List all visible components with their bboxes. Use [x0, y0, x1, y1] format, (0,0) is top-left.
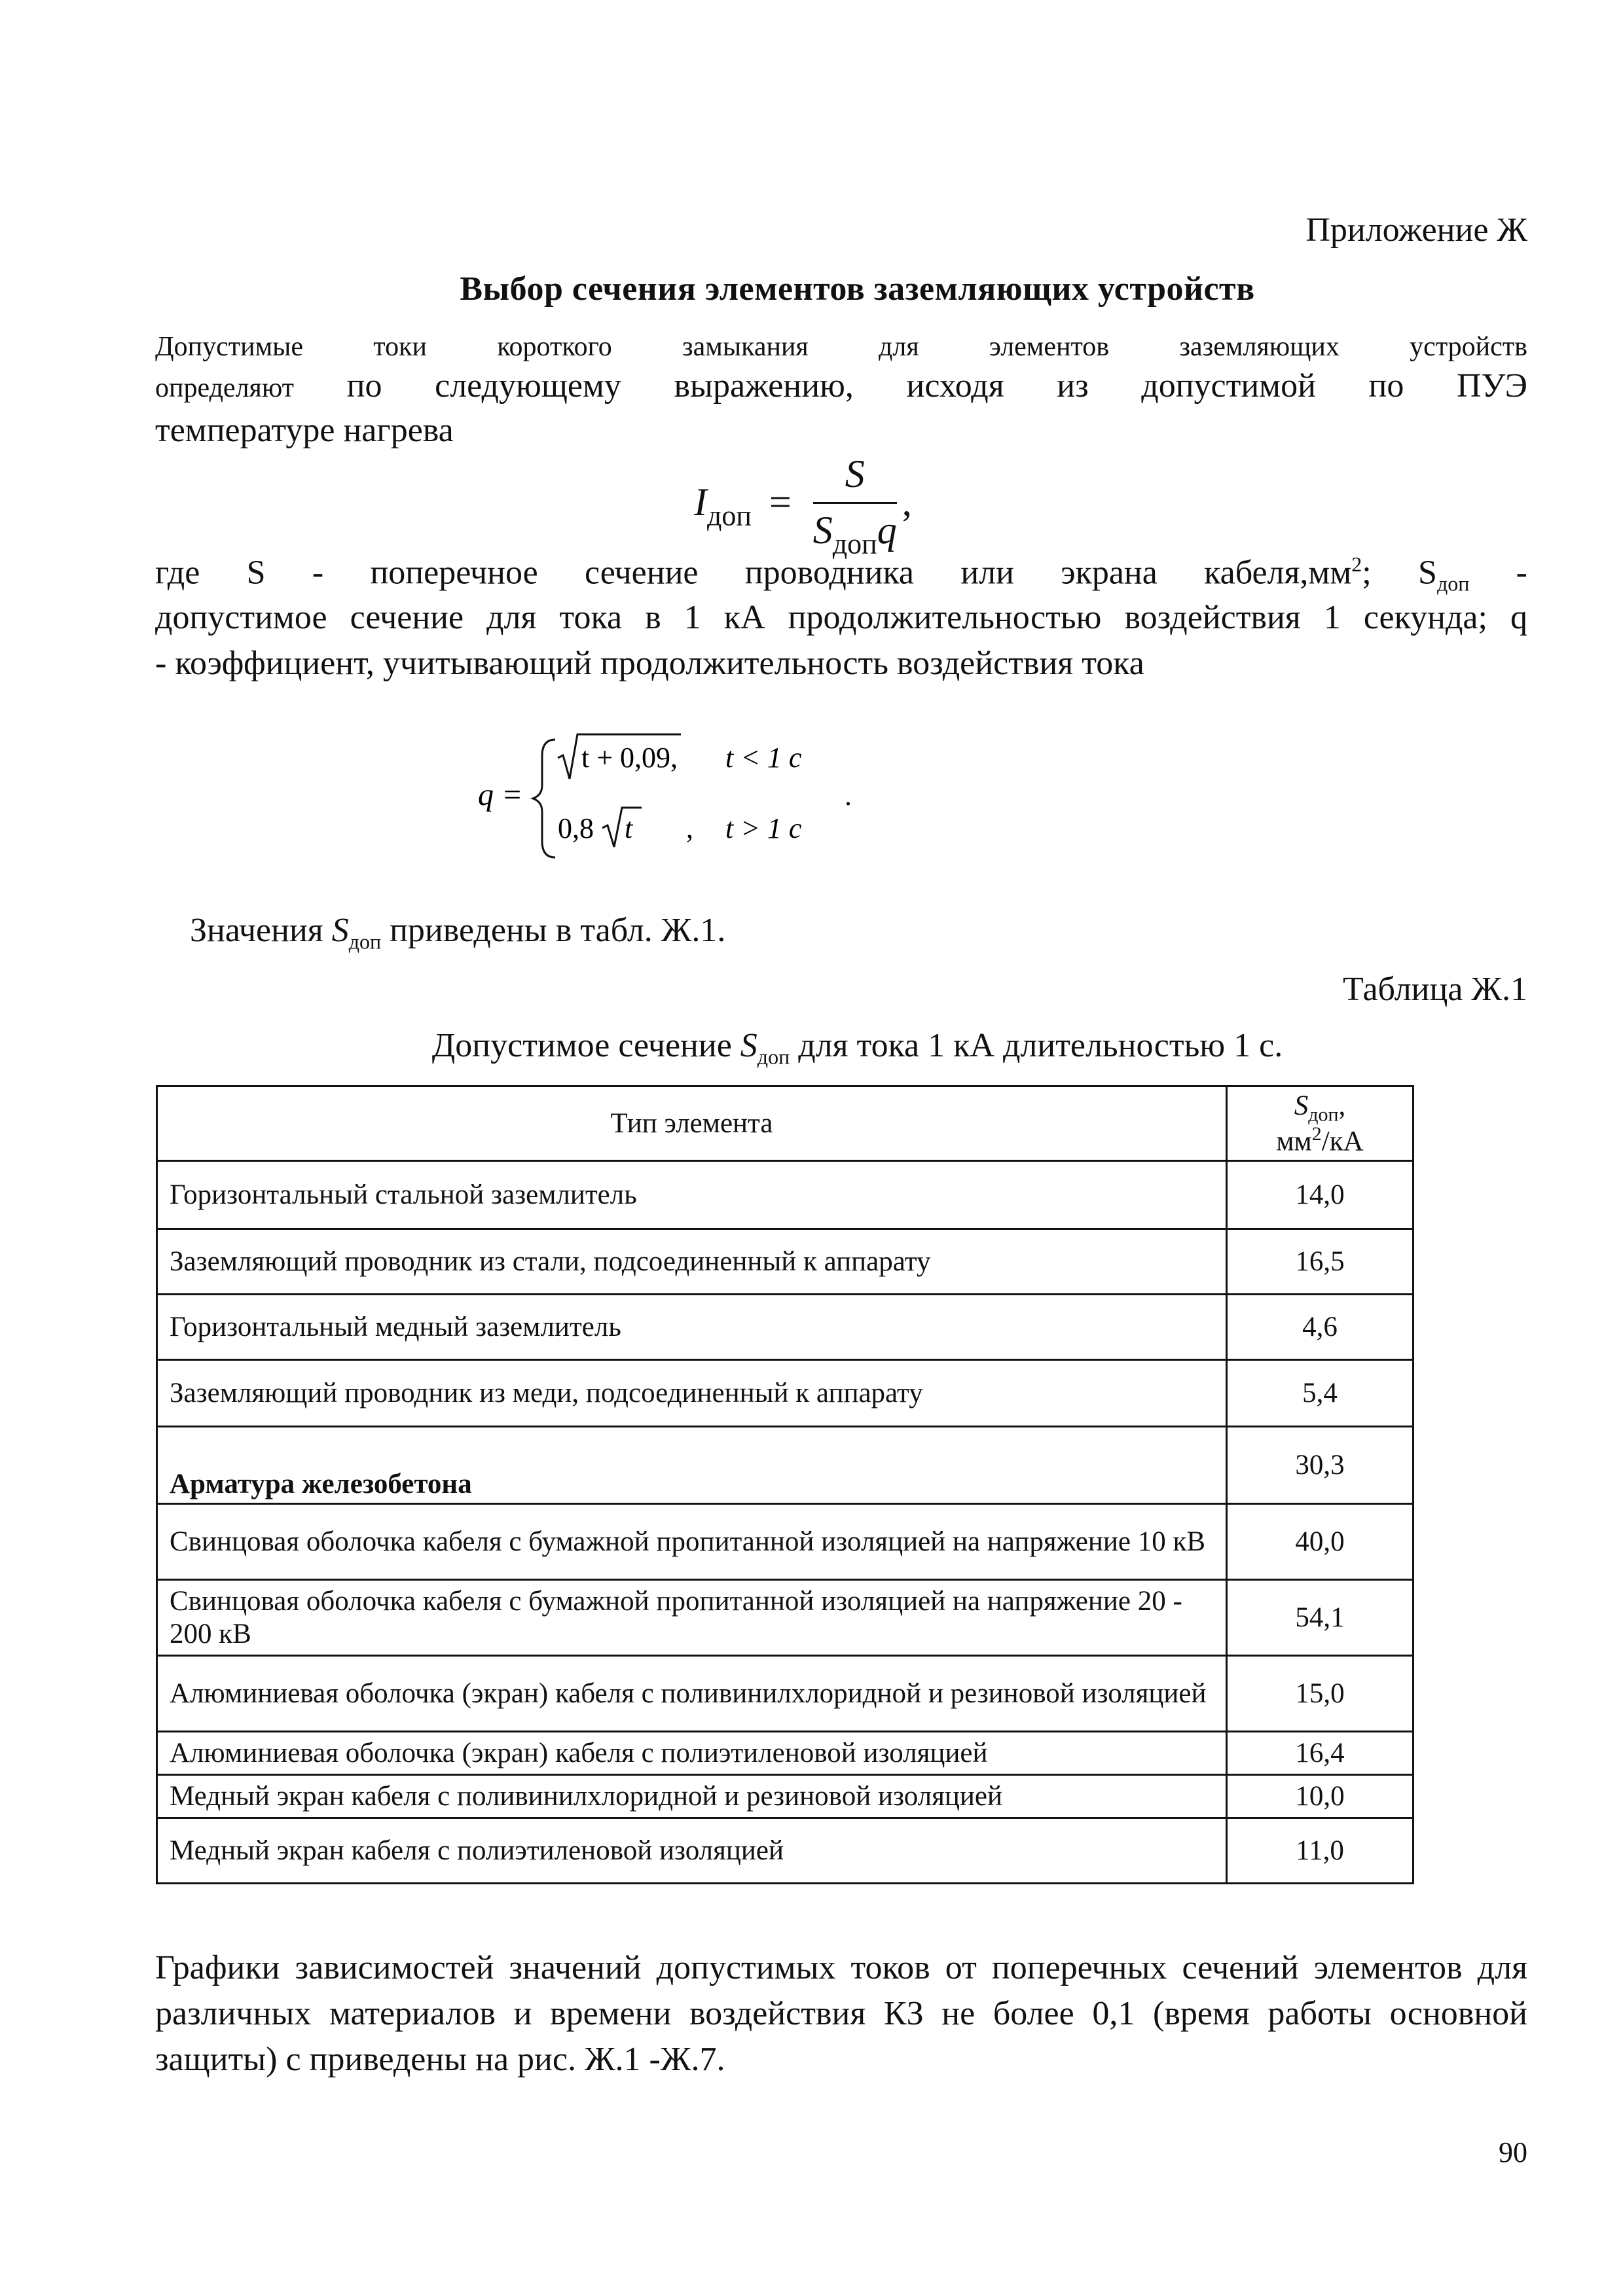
- values-sentence-b: приведены в табл. Ж.1.: [381, 912, 726, 949]
- header-value-comma: ,: [1338, 1090, 1346, 1121]
- table-row: [157, 1295, 1413, 1360]
- table-caption-sub: доп: [757, 1045, 790, 1069]
- row-element-name: Арматура железобетона: [157, 1427, 1227, 1504]
- row-value: 10,0: [1227, 1775, 1413, 1818]
- table-caption-b: для тока 1 кА длительностью 1 с.: [790, 1027, 1283, 1064]
- formula-lhs: I: [694, 480, 707, 524]
- formula-q-case1-cond: t < 1 c: [725, 742, 802, 774]
- row-value: 15,0: [1227, 1656, 1413, 1732]
- table-row: [157, 1161, 1413, 1229]
- table-row: [157, 1229, 1413, 1295]
- row-element-name: Горизонтальный медный заземлитель: [157, 1295, 1227, 1360]
- values-sentence-a: Значения: [190, 912, 332, 949]
- row-value: 5,4: [1227, 1360, 1413, 1427]
- row-element-name: Свинцовая оболочка кабеля с бумажной пропитанной изоляцией на напряжение 10 кВ: [157, 1504, 1227, 1580]
- where-line-1-sub: доп: [1436, 571, 1470, 596]
- formula-current: [694, 452, 912, 560]
- table-header-row: [157, 1086, 1413, 1161]
- table-caption: [0, 1026, 1623, 1069]
- intro-line-3: температуре нагрева: [155, 412, 454, 449]
- formula-lhs-sub: доп: [706, 499, 752, 532]
- intro-line-2-small: определяют: [155, 373, 295, 403]
- allowable-section-table: [156, 1085, 1414, 1884]
- row-value: 16,5: [1227, 1229, 1413, 1295]
- table-caption-a: Допустимое сечение: [431, 1027, 740, 1064]
- formula-fraction: [813, 452, 897, 560]
- formula-equals: =: [769, 480, 792, 524]
- intro-line-2-rest: по следующему выражению, исходя из допустимой по ПУЭ: [346, 367, 1527, 404]
- values-sentence-s: S: [331, 912, 349, 949]
- graphs-paragraph: Графики зависимостей значений допустимых токов от поперечных сечений элементов для различных материалов и времени воздействия КЗ не более 0,1 (время работы основной защиты) с приведены на рис. Ж.1 -Ж.7.: [155, 1949, 1527, 2078]
- table-row: [157, 1504, 1413, 1580]
- values-sentence: [190, 911, 725, 954]
- formula-q-case2-comma: ,: [686, 812, 693, 844]
- formula-den-main: S: [812, 509, 833, 552]
- row-value: 14,0: [1227, 1161, 1413, 1229]
- formula-q-sqrt-2: [602, 808, 642, 847]
- where-line-1-b: ; S: [1362, 554, 1437, 592]
- row-value: 30,3: [1227, 1427, 1413, 1504]
- table-row: [157, 1656, 1413, 1732]
- row-element-name: Заземляющий проводник из стали, подсоединенный к аппарату: [157, 1229, 1227, 1295]
- header-value: [1227, 1086, 1413, 1161]
- table-row: [157, 1427, 1413, 1504]
- values-sentence-sub: доп: [348, 929, 382, 954]
- intro-line-2: [155, 367, 1527, 405]
- table-caption-s: S: [740, 1027, 757, 1064]
- where-line-2: допустимое сечение для тока в 1 кА продолжительностью воздействия 1 секунда; q: [155, 599, 1527, 636]
- header-element-type: Тип элемента: [157, 1086, 1227, 1161]
- formula-numerator: S: [813, 452, 897, 504]
- table-row: [157, 1580, 1413, 1656]
- row-element-name: Алюминиевая оболочка (экран) кабеля с поливинилхлоридной и резиновой изоляцией: [157, 1656, 1227, 1732]
- formula-q-case2-var: t: [625, 812, 633, 844]
- where-line-1: [155, 552, 1527, 596]
- appendix-label: Приложение Ж: [1305, 211, 1527, 249]
- row-element-name: Заземляющий проводник из меди, подсоединенный к аппарату: [157, 1360, 1227, 1427]
- row-value: 16,4: [1227, 1732, 1413, 1775]
- formula-den-tail: q: [877, 509, 897, 552]
- formula-q-brace: [533, 740, 555, 857]
- where-line-3: - коэффициент, учитывающий продолжительность воздействия тока: [155, 645, 1144, 682]
- row-value: 54,1: [1227, 1580, 1413, 1656]
- table-row: [157, 1732, 1413, 1775]
- header-value-unit-sup: 2: [1311, 1123, 1322, 1145]
- page-number: 90: [1499, 2136, 1527, 2168]
- page-title: Выбор сечения элементов заземляющих устройств: [460, 270, 1255, 308]
- header-value-sub: доп: [1308, 1103, 1339, 1126]
- row-element-name: Горизонтальный стальной заземлитель: [157, 1161, 1227, 1229]
- where-line-1-a: где S - поперечное сечение проводника или экрана кабеля,мм: [155, 554, 1352, 592]
- formula-q-end: .: [845, 780, 852, 812]
- where-line-1-sup: 2: [1351, 552, 1362, 576]
- formula-den-sub: доп: [832, 528, 877, 560]
- formula-q-case1-expr: t + 0,09,: [581, 742, 678, 774]
- row-element-name: Медный экран кабеля с полиэтиленовой изоляцией: [157, 1818, 1227, 1884]
- row-element-name: Свинцовая оболочка кабеля с бумажной пропитанной изоляцией на напряжение 20 - 200 кВ: [157, 1580, 1227, 1656]
- where-line-1-c: -: [1469, 554, 1527, 592]
- formula-q-case2-cond: t > 1 c: [725, 812, 802, 844]
- formula-q-lhs: q =: [478, 778, 523, 812]
- row-value: 40,0: [1227, 1504, 1413, 1580]
- header-value-unit-a: мм: [1276, 1126, 1312, 1157]
- table-row: [157, 1360, 1413, 1427]
- row-value: 4,6: [1227, 1295, 1413, 1360]
- table-label: Таблица Ж.1: [1343, 971, 1527, 1008]
- intro-line-1: Допустимые токи короткого замыкания для элементов заземляющих устройств: [155, 332, 1527, 362]
- table-row: [157, 1818, 1413, 1884]
- table-row: [157, 1775, 1413, 1818]
- formula-comma: ,: [902, 480, 912, 524]
- row-value: 11,0: [1227, 1818, 1413, 1884]
- formula-q-piecewise: [478, 726, 897, 870]
- formula-q-case2-expr: 0,8: [558, 812, 594, 844]
- row-element-name: Медный экран кабеля с поливинилхлоридной и резиновой изоляцией: [157, 1775, 1227, 1818]
- header-value-unit-b: /кА: [1321, 1126, 1364, 1157]
- header-value-s: S: [1294, 1090, 1309, 1121]
- row-element-name: Алюминиевая оболочка (экран) кабеля с полиэтиленовой изоляцией: [157, 1732, 1227, 1775]
